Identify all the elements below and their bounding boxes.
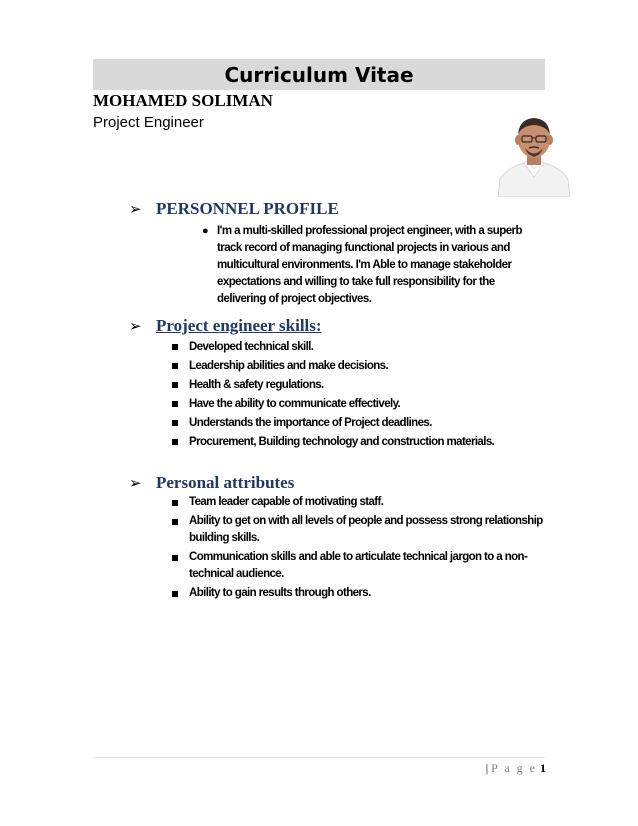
list-item [172,585,550,602]
profile-photo [494,99,574,197]
attribute-text: Team leader capable of motivating staff. [189,496,384,508]
skill-text: Leadership abilities and make decisions. [189,360,389,372]
list-item [203,223,543,308]
skill-text: Developed technical skill. [189,341,314,353]
attribute-text: Communication skills and able to articulate technical jargon to a non-technical audience. [189,551,528,580]
candidate-name: MOHAMED SOLIMAN [93,91,273,110]
skill-text: Have the ability to communicate effectively. [189,398,401,410]
attribute-text: Ability to get on with all levels of people and possess strong relationship building skills. [189,515,543,544]
arrow-bullet-icon: ➢ [129,317,142,335]
candidate-role: Project Engineer [93,114,204,131]
profile-photo-icon [494,99,574,197]
attribute-text: Ability to gain results through others. [189,587,371,599]
round-bullet-icon: ● [202,225,209,237]
skill-text: Health & safety regulations. [189,379,324,391]
section-heading-skills [129,316,322,336]
square-bullet-icon [172,519,178,525]
list-item [172,549,550,583]
footer-page-number: 1 [540,761,546,775]
footer-separator: | [485,761,489,775]
skill-text: Procurement, Building technology and construction materials. [189,436,495,448]
section-heading-attributes [129,473,294,493]
arrow-bullet-icon: ➢ [129,474,142,492]
footer-page-label: P a g e [491,761,537,775]
square-bullet-icon [172,401,178,407]
list-item [172,513,550,547]
list-item [172,376,550,395]
square-bullet-icon [172,420,178,426]
square-bullet-icon [172,344,178,350]
profile-text: I'm a multi-skilled professional project engineer, with a superb track record of managing functional projects in various and multicultural environments. I'm Able to manage stakeholder expectations and willing to take full responsibility for the delivering of project objectives. [217,225,522,305]
section-heading-skills-label: Project engineer skills: [156,316,322,335]
list-item [172,494,550,511]
footer-divider [93,757,545,758]
list-item [172,395,550,414]
section-heading-profile-label: PERSONNEL PROFILE [156,199,339,218]
skills-list [172,338,550,452]
arrow-bullet-icon: ➢ [129,200,142,218]
list-item [172,414,550,433]
square-bullet-icon [172,363,178,369]
square-bullet-icon [172,591,178,597]
document-title: Curriculum Vitae [93,59,545,90]
square-bullet-icon [172,382,178,388]
list-item [172,338,550,357]
list-item [172,357,550,376]
section-heading-attributes-label: Personal attributes [156,473,295,492]
skill-text: Understands the importance of Project deadlines. [189,417,432,429]
profile-list [203,223,543,308]
square-bullet-icon [172,500,178,506]
section-heading-profile [129,199,339,219]
attributes-list [172,494,550,604]
list-item [172,433,550,452]
square-bullet-icon [172,555,178,561]
square-bullet-icon [172,439,178,445]
page-footer [470,760,546,776]
